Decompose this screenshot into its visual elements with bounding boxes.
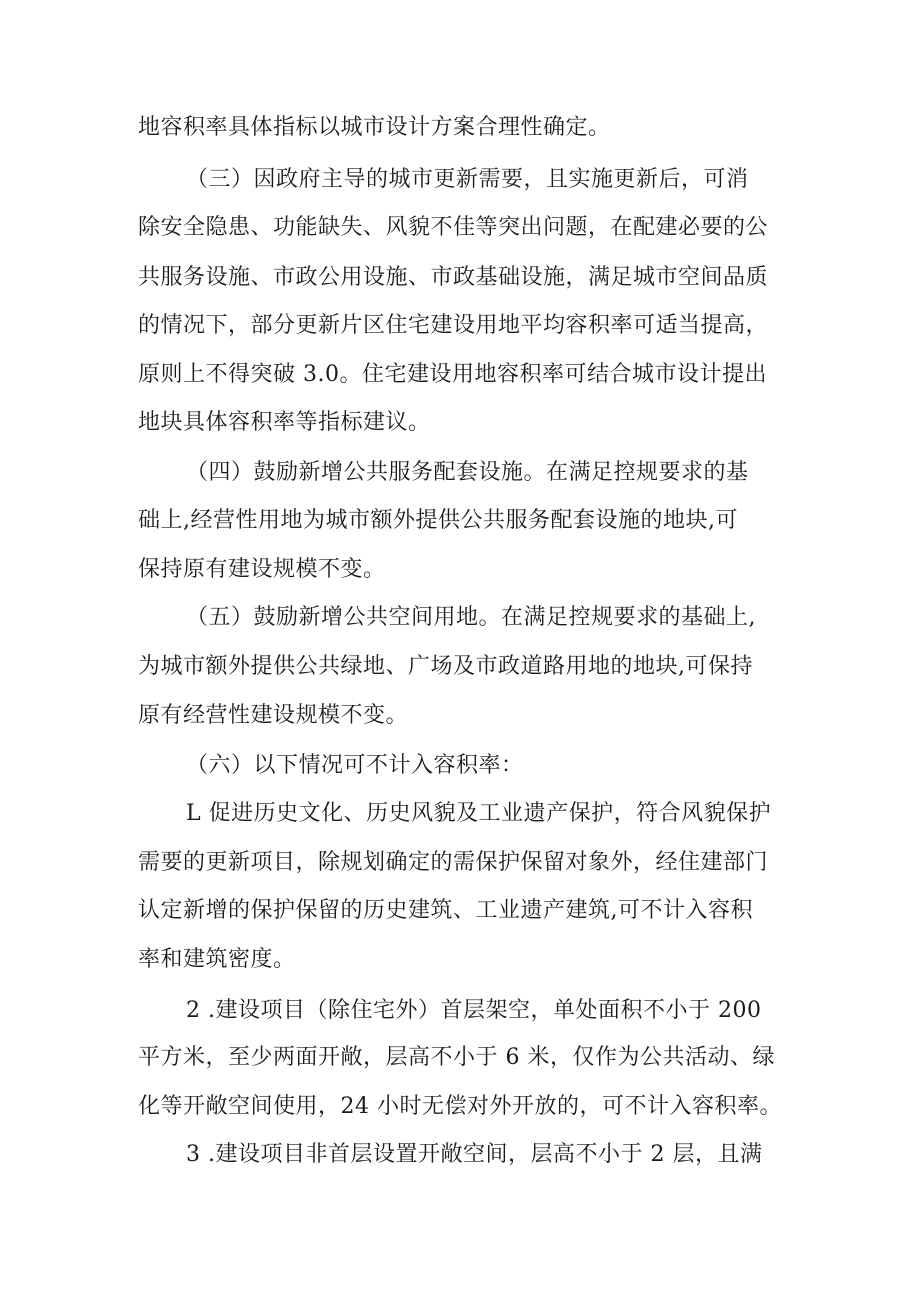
text-line: 共服务设施、市政公用设施、市政基础设施，满足城市空间品质 <box>138 265 769 290</box>
text-line: 为城市额外提供公共绿地、广场及市政道路用地的地块,可保持 <box>138 654 753 679</box>
text-line: 除安全隐患、功能缺失、风貌不佳等突出问题，在配建必要的公 <box>138 215 769 240</box>
text-line: 的情况下，部分更新片区住宅建设用地平均容积率可适当提高， <box>138 313 769 338</box>
paragraph-6-start: （六）以下情况可不计入容积率： <box>186 753 524 778</box>
paragraph-4-start: （四）鼓励新增公共服务配套设施。在满足控规要求的基 <box>186 460 749 485</box>
item-2-start: 2 .建设项目（除住宅外）首层架空，单处面积不小于 200 <box>186 998 762 1023</box>
text-line: 原则上不得突破 3.0。住宅建设用地容积率可结合城市设计提出 <box>138 362 767 387</box>
text-line: 平方米，至少两面开敞，层高不小于 6 米，仅作为公共活动、绿 <box>138 1045 775 1070</box>
text-line: 化等开敞空间使用，24 小时无偿对外开放的，可不计入容积率。 <box>138 1094 782 1119</box>
item-3-start: 3 .建设项目非首层设置开敞空间，层高不小于 2 层，且满 <box>186 1142 763 1167</box>
text-line: 认定新增的保护保留的历史建筑、工业遗产建筑,可不计入容积 <box>138 898 753 923</box>
text-line: 原有经营性建设规模不变。 <box>138 703 409 728</box>
paragraph-5-start: （五）鼓励新增公共空间用地。在满足控规要求的基础上, <box>186 605 756 630</box>
text-line: 需要的更新项目，除规划确定的需保护保留对象外，经住建部门 <box>138 850 769 875</box>
item-1-start: L 促进历史文化、历史风貌及工业遗产保护，符合风貌保护 <box>186 801 772 826</box>
paragraph-3-start: （三）因政府主导的城市更新需要，且实施更新后，可消 <box>186 167 749 192</box>
text-line: 率和建筑密度。 <box>138 947 296 972</box>
text-line: 地块具体容积率等指标建议。 <box>138 410 431 435</box>
text-line: 地容积率具体指标以城市设计方案合理性确定。 <box>138 115 611 140</box>
text-line: 础上,经营性用地为城市额外提供公共服务配套设施的地块,可 <box>138 508 738 533</box>
text-line: 保持原有建设规模不变。 <box>138 557 386 582</box>
